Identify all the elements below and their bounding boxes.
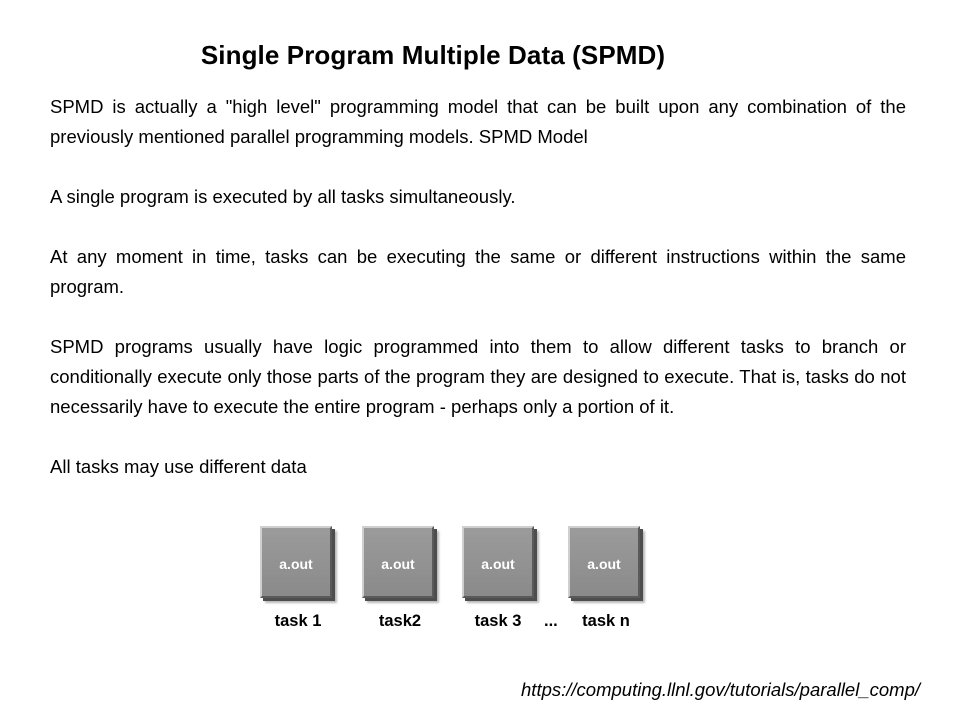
- task-label-2: task2: [378, 612, 422, 630]
- task-ellipsis: ...: [544, 612, 558, 630]
- program-label-3: a.out: [481, 556, 515, 572]
- spmd-diagram: [254, 520, 654, 640]
- paragraph-different-data: All tasks may use different data: [50, 456, 307, 477]
- program-box-1: [260, 526, 332, 598]
- paragraph-logic-programmed: SPMD programs usually have logic programmed into them to allow different tasks to branch or conditionally execute only those parts of the program they are designed to execute. That is, tasks do not necessarily have to execute the entire program - perhaps only a portion of it.: [50, 336, 906, 417]
- paragraph-single-program: A single program is executed by all tasks simultaneously.: [50, 186, 516, 207]
- source-url: https://computing.llnl.gov/tutorials/parallel_comp/: [521, 679, 920, 700]
- program-box-2: [362, 526, 434, 598]
- task-label-1: task 1: [274, 612, 322, 630]
- task-label-n: task n: [582, 612, 630, 630]
- program-label-n: a.out: [587, 556, 621, 572]
- body-text: [50, 92, 906, 482]
- program-label-2: a.out: [381, 556, 415, 572]
- program-label-1: a.out: [279, 556, 313, 572]
- program-box-3: [462, 526, 534, 598]
- paragraph-spmd-intro: SPMD is actually a "high level" programming model that can be built upon any combination of the previously mentioned parallel programming models. SPMD Model: [50, 96, 906, 147]
- program-box-n: [568, 526, 640, 598]
- task-label-3: task 3: [474, 612, 522, 630]
- paragraph-any-moment: At any moment in time, tasks can be executing the same or different instructions within the same program.: [50, 246, 906, 297]
- slide-title: Single Program Multiple Data (SPMD): [200, 40, 666, 70]
